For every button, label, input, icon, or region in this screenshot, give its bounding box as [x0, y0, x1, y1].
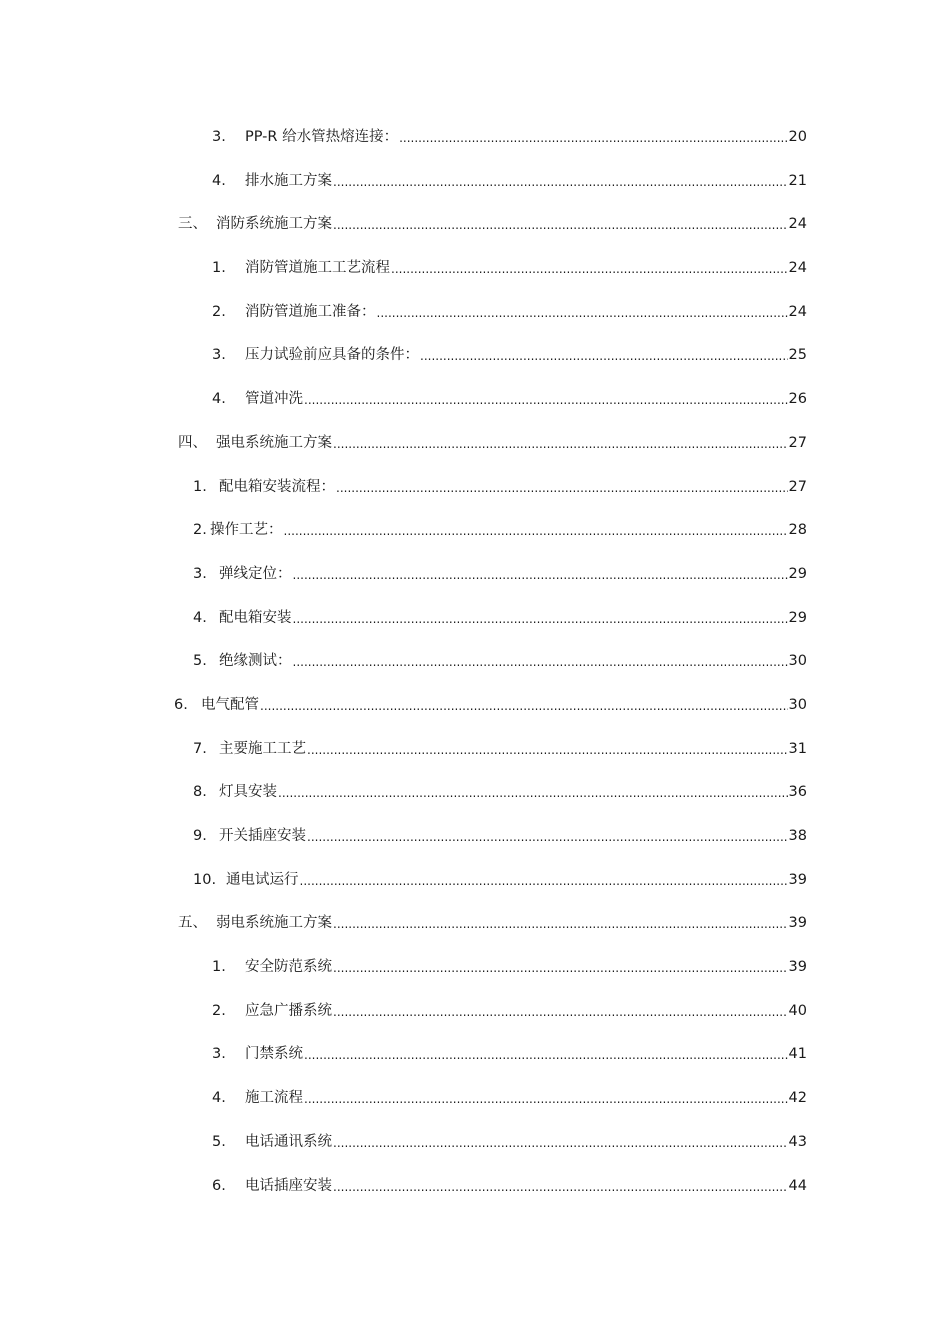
toc-entry-number: 4. — [212, 391, 226, 408]
toc-entry[interactable] — [0, 607, 950, 651]
toc-entry[interactable] — [0, 650, 950, 694]
toc-entry[interactable] — [0, 1043, 950, 1087]
toc-entry-title: 操作工艺： — [210, 522, 283, 539]
toc-entry-title: 弱电系统施工方案 — [216, 915, 332, 932]
toc-entry-title: 绝缘测试： — [219, 653, 292, 670]
toc-entry-page-number: 31 — [788, 740, 807, 757]
table-of-contents — [0, 126, 950, 1218]
toc-entry-title: 排水施工方案 — [245, 172, 332, 189]
toc-entry-page-number: 36 — [788, 784, 807, 801]
toc-entry-page-number: 39 — [788, 959, 807, 976]
toc-entry-number: 7. — [193, 740, 207, 757]
toc-entry-number: 2. — [212, 1002, 226, 1019]
toc-entry-title: 消防管道施工工艺流程 — [245, 260, 390, 277]
toc-entry-title: 消防系统施工方案 — [216, 216, 332, 233]
toc-entry-page-number: 24 — [788, 216, 807, 233]
toc-entry[interactable] — [0, 432, 950, 476]
toc-entry-title: 强电系统施工方案 — [216, 434, 332, 451]
toc-dot-leader — [293, 650, 788, 674]
toc-entry[interactable] — [0, 126, 950, 170]
toc-entry-page-number: 24 — [788, 303, 807, 320]
toc-entry-page-number: 44 — [788, 1177, 807, 1194]
toc-entry[interactable] — [0, 912, 950, 956]
toc-entry-title: 电话插座安装 — [245, 1177, 332, 1194]
toc-entry[interactable] — [0, 738, 950, 782]
toc-entry-title: 压力试验前应具备的条件： — [245, 347, 419, 364]
toc-dot-leader — [399, 126, 787, 150]
toc-dot-leader — [333, 1175, 788, 1199]
toc-entry[interactable] — [0, 869, 950, 913]
toc-entry-number: 3. — [212, 129, 226, 145]
toc-dot-leader — [391, 257, 788, 281]
toc-dot-leader — [333, 432, 788, 456]
toc-dot-leader — [293, 563, 788, 587]
toc-entry[interactable] — [0, 257, 950, 301]
toc-entry-page-number: 42 — [788, 1090, 807, 1107]
toc-entry-page-number: 30 — [788, 696, 807, 713]
toc-dot-leader — [284, 519, 788, 543]
toc-entry-number: 10. — [193, 871, 217, 888]
toc-entry-title: 门禁系统 — [245, 1046, 303, 1063]
toc-dot-leader — [260, 694, 788, 718]
toc-entry-number: 1. — [193, 478, 207, 495]
toc-entry-title: 配电箱安装 — [219, 609, 292, 626]
toc-entry-number: 4. — [212, 1090, 226, 1107]
toc-entry[interactable] — [0, 781, 950, 825]
toc-entry-number: 2. — [193, 522, 207, 539]
toc-entry-number: 3. — [212, 1046, 226, 1063]
toc-entry-page-number: 28 — [788, 522, 807, 539]
toc-entry-page-number: 27 — [788, 434, 807, 451]
toc-entry-page-number: 40 — [788, 1002, 807, 1019]
toc-entry[interactable] — [0, 170, 950, 214]
toc-dot-leader — [333, 1000, 788, 1024]
toc-entry[interactable] — [0, 388, 950, 432]
toc-entry-page-number: 39 — [788, 915, 807, 932]
toc-entry-page-number: 29 — [788, 609, 807, 626]
toc-entry-number: 4. — [212, 172, 226, 189]
toc-entry-number: 四、 — [178, 434, 207, 451]
toc-entry-title: 应急广播系统 — [245, 1002, 332, 1019]
toc-dot-leader — [333, 170, 788, 194]
toc-entry[interactable] — [0, 694, 950, 738]
toc-dot-leader — [293, 607, 788, 631]
toc-dot-leader — [307, 738, 788, 762]
toc-entry-title: 配电箱安装流程： — [219, 478, 335, 495]
toc-dot-leader — [333, 213, 788, 237]
toc-dot-leader — [333, 956, 788, 980]
toc-entry-title: 主要施工工艺 — [219, 740, 306, 757]
toc-dot-leader — [420, 344, 788, 368]
toc-entry[interactable] — [0, 1131, 950, 1175]
toc-entry-page-number: 25 — [788, 347, 807, 364]
toc-entry-page-number: 30 — [788, 653, 807, 670]
toc-entry-page-number: 27 — [788, 478, 807, 495]
toc-entry-title: 电话通讯系统 — [245, 1133, 332, 1150]
toc-entry[interactable] — [0, 1175, 950, 1219]
toc-dot-leader — [333, 912, 788, 936]
toc-entry-title: PP-R 给水管热熔连接： — [245, 129, 399, 145]
toc-entry-page-number: 38 — [788, 828, 807, 844]
toc-entry-number: 5. — [193, 653, 207, 670]
toc-dot-leader — [377, 301, 788, 325]
toc-entry-number: 3. — [193, 565, 207, 582]
toc-entry[interactable] — [0, 213, 950, 257]
toc-dot-leader — [278, 781, 788, 805]
toc-entry-page-number: 26 — [788, 391, 807, 408]
toc-entry-page-number: 29 — [788, 565, 807, 582]
toc-entry-number: 6. — [174, 696, 188, 713]
toc-dot-leader — [300, 869, 788, 893]
toc-entry-number: 4. — [193, 609, 207, 626]
toc-entry-page-number: 21 — [788, 172, 807, 189]
toc-entry-page-number: 41 — [788, 1046, 807, 1063]
toc-entry-page-number: 39 — [788, 871, 807, 888]
toc-entry-number: 6. — [212, 1177, 226, 1194]
toc-entry-page-number: 20 — [788, 129, 807, 145]
toc-entry[interactable] — [0, 563, 950, 607]
toc-entry[interactable] — [0, 1000, 950, 1044]
toc-entry[interactable] — [0, 825, 950, 869]
toc-entry-title: 通电试运行 — [226, 871, 299, 888]
toc-entry-number: 3. — [212, 347, 226, 364]
toc-entry-title: 开关插座安装 — [219, 828, 306, 844]
toc-dot-leader — [304, 388, 788, 412]
toc-entry-number: 1. — [212, 260, 226, 277]
toc-entry[interactable] — [0, 519, 950, 563]
toc-entry-number: 三、 — [178, 216, 207, 233]
toc-entry-title: 施工流程 — [245, 1090, 303, 1107]
toc-entry-number: 9. — [193, 828, 207, 844]
toc-entry-title: 安全防范系统 — [245, 959, 332, 976]
toc-dot-leader — [304, 1087, 788, 1111]
toc-dot-leader — [333, 1131, 788, 1155]
toc-entry-number: 五、 — [178, 915, 207, 932]
toc-entry[interactable] — [0, 301, 950, 345]
toc-entry-number: 2. — [212, 303, 226, 320]
toc-entry-title: 灯具安装 — [219, 784, 277, 801]
toc-entry-number: 5. — [212, 1133, 226, 1150]
toc-entry[interactable] — [0, 1087, 950, 1131]
toc-dot-leader — [336, 476, 788, 500]
toc-dot-leader — [307, 825, 788, 849]
toc-entry-title: 电气配管 — [201, 696, 259, 713]
toc-entry-number: 8. — [193, 784, 207, 801]
toc-entry[interactable] — [0, 344, 950, 388]
toc-entry[interactable] — [0, 956, 950, 1000]
toc-entry-number: 1. — [212, 959, 226, 976]
toc-entry-title: 弹线定位： — [219, 565, 292, 582]
toc-entry-title: 消防管道施工准备： — [245, 303, 376, 320]
toc-entry[interactable] — [0, 476, 950, 520]
toc-entry-page-number: 43 — [788, 1133, 807, 1150]
toc-entry-title: 管道冲洗 — [245, 391, 303, 408]
toc-dot-leader — [304, 1043, 788, 1067]
toc-entry-page-number: 24 — [788, 260, 807, 277]
